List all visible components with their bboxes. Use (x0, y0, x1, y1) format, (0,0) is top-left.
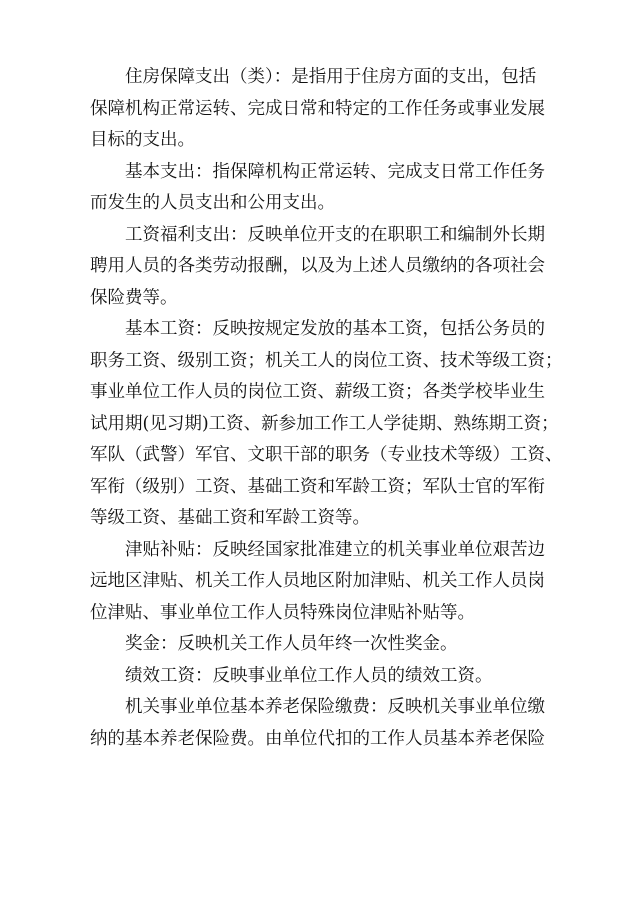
document-body (90, 62, 563, 755)
text-line: 等级工资、基础工资和军龄工资等。 (90, 508, 370, 528)
text-line: 基本工资：反映按规定发放的基本工资，包括公务员的 (125, 319, 545, 339)
text-line: 机关事业单位基本养老保险缴费：反映机关事业单位缴 (125, 697, 545, 717)
text-line: 而发生的人员支出和公用支出。 (90, 193, 335, 213)
text-line: 保障机构正常运转、完成日常和特定的工作任务或事业发展 (90, 98, 545, 119)
text-line: 工资福利支出：反映单位开支的在职职工和编制外长期 (125, 224, 545, 245)
text-line: 纳的基本养老保险费。由单位代扣的工作人员基本养老保险 (90, 728, 545, 749)
text-line: 远地区津贴、机关工作人员地区附加津贴、机关工作人员岗 (90, 571, 545, 591)
paragraph-performance-pay (90, 661, 545, 693)
text-line: 绩效工资：反映事业单位工作人员的绩效工资。 (125, 665, 493, 686)
text-line: 住房保障支出（类）：是指用于住房方面的支出，包括 (125, 67, 537, 87)
text-line: 聘用人员的各类劳动报酬，以及为上述人员缴纳的各项社会 (90, 256, 545, 276)
text-line: 军队（武警）军官、文职干部的职务（专业技术等级）工资、 (90, 445, 563, 465)
text-line: 职务工资、级别工资；机关工人的岗位工资、技术等级工资； (90, 350, 563, 371)
text-line: 军衔（级别）工资、基础工资和军龄工资；军队士官的军衔 (90, 476, 545, 497)
text-line: 事业单位工作人员的岗位工资、薪级工资；各类学校毕业生 (90, 382, 545, 402)
text-line: 试用期(见习期)工资、新参加工作工人学徒期、熟练期工资； (90, 413, 559, 434)
text-line: 位津贴、事业单位工作人员特殊岗位津贴补贴等。 (90, 602, 475, 623)
paragraph-basic-salary (90, 314, 563, 535)
paragraph-allowances (90, 535, 545, 630)
text-line: 奖金：反映机关工作人员年终一次性奖金。 (125, 634, 458, 654)
text-line: 目标的支出。 (90, 130, 195, 150)
paragraph-bonus (90, 629, 545, 661)
paragraph-salary-welfare (90, 220, 545, 315)
text-line: 保险费等。 (90, 287, 178, 308)
paragraph-basic-expenditure (90, 157, 545, 220)
paragraph-housing-expenditure (90, 62, 545, 157)
text-line: 基本支出：指保障机构正常运转、完成支日常工作任务 (125, 161, 545, 182)
paragraph-pension-insurance (90, 692, 545, 755)
text-line: 津贴补贴：反映经国家批准建立的机关事业单位艰苦边 (125, 539, 545, 560)
